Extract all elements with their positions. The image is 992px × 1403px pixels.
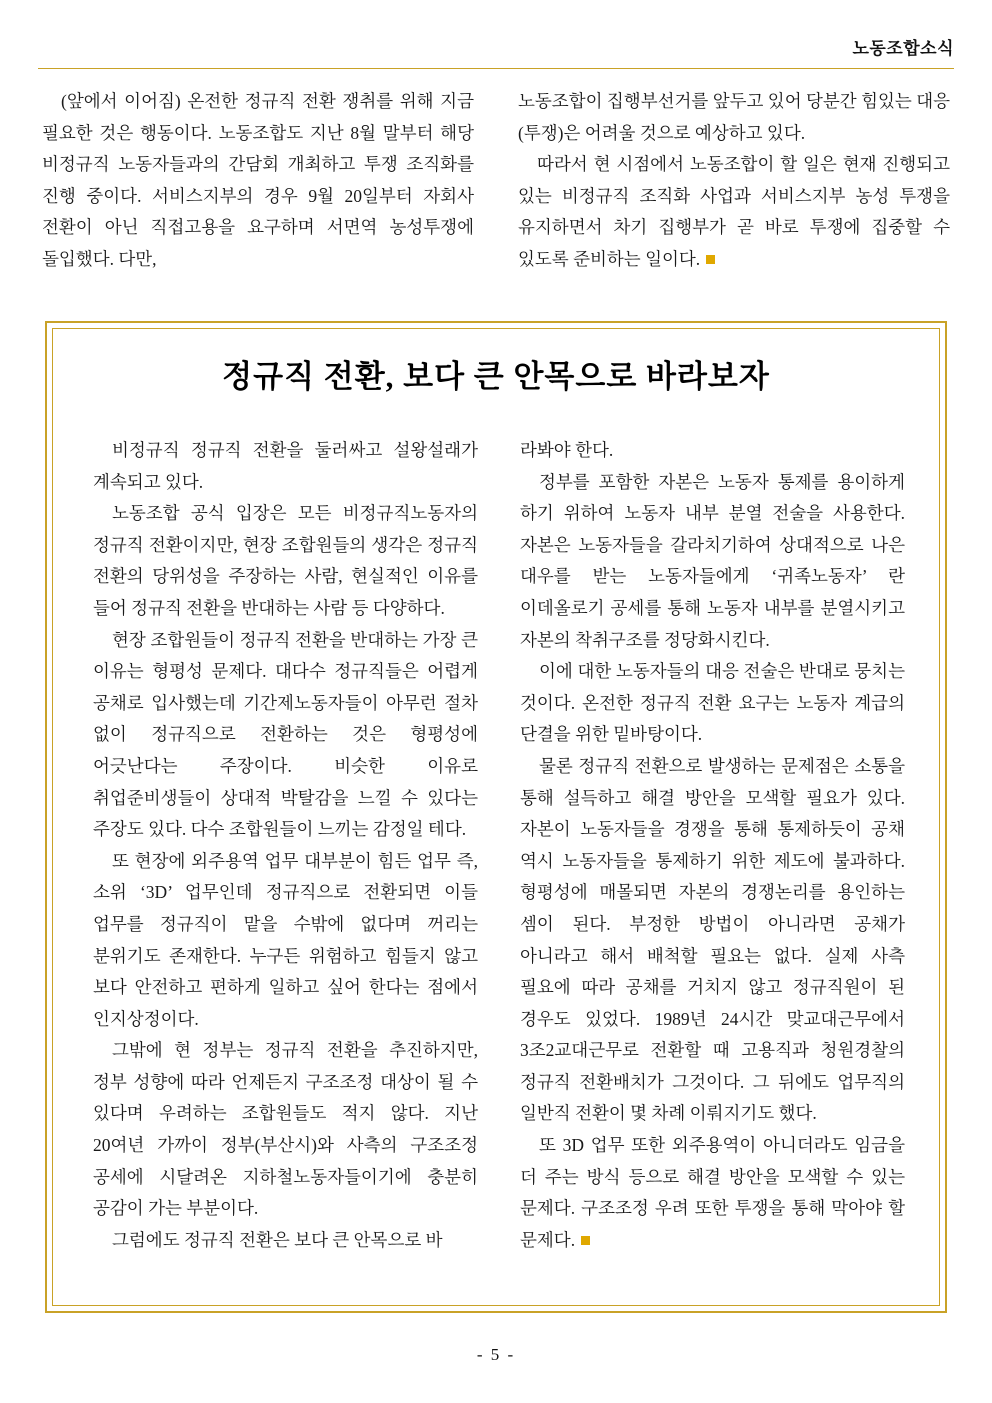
continued-right-column [518, 86, 950, 275]
paragraph: (앞에서 이어짐) 온전한 정규직 전환 쟁취를 위해 지금 필요한 것은 행동이다. 노동조합도 지난 8월 말부터 해당 비정규직 노동자들과의 간담회 개최하고 투쟁 조직화를 진행 중이다. 서비스지부의 경우 9월 20일부터 자회사 전환이 아닌 직접고용을 요구하며 서면역 농성투쟁에 돌입했다. 다만, [42, 91, 474, 269]
end-of-article-mark [581, 1236, 590, 1245]
paragraph: 라봐야 한다. [520, 440, 614, 460]
feature-left-column [93, 435, 478, 1256]
end-of-article-mark [706, 255, 715, 264]
feature-right-column [520, 435, 905, 1256]
feature-article-title: 정규직 전환, 보다 큰 안목으로 바라보자 [222, 359, 770, 394]
feature-article-columns [93, 435, 905, 1256]
feature-right-text [520, 435, 905, 1256]
feature-left-text [93, 435, 478, 1256]
paragraph-text: 또 3D 업무 또한 외주용역이 아니더라도 임금을 더 주는 방식 등으로 해결 방안을 모색할 수 있는 문제다. 구조조정 우려 또한 투쟁을 통해 막아야 할 문제다. [520, 1135, 905, 1250]
header-divider [38, 68, 954, 69]
paragraph: 현장 조합원들이 정규직 전환을 반대하는 가장 큰 이유는 형평성 문제다. 대다수 정규직들은 어렵게 공채로 입사했는데 기간제노동자들이 아무런 절차 없이 정규직으로 전환하는 것은 형평성에 어긋난다는 주장이다. 비슷한 이유로 취업준비생들이 상대적 박탈감을 느낄 수 있다는 주장도 있다. 다수 조합원들이 느끼는 감정일 테다. [93, 629, 478, 840]
paragraph: 물론 정규직 전환으로 발생하는 문제점은 소통을 통해 설득하고 해결 방안을 모색할 필요가 있다. 자본이 노동자들을 경쟁을 통해 통제하듯이 공채 역시 노동자들을 통제하기 위한 제도에 불과하다. 형평성에 매몰되면 자본의 경쟁논리를 용인하는 셈이 된다. 부정한 방법이 아니라면 공채가 아니라고 해서 배척할 필요는 없다. 실제 사측 필요에 따라 공채를 거치지 않고 정규직원이 된 경우도 있었다. 1989년 24시간 맞교대근무에서 3조2교대근무로 전환할 때 고용직과 청원경찰의 정규직 전환배치가 그것이다. 그 뒤에도 업무직의 일반직 전환이 몇 차례 이뤄지기도 했다. [520, 755, 905, 1124]
paragraph: 노동조합 공식 입장은 모든 비정규직노동자의 정규직 전환이지만, 현장 조합원들의 생각은 정규직 전환의 당위성을 주장하는 사람, 현실적인 이유를 들어 정규직 전환을 반대하는 사람 등 다양하다. [93, 503, 478, 618]
page-footer [0, 1345, 992, 1365]
paragraph: 노동조합이 집행부선거를 앞두고 있어 당분간 힘있는 대응(투쟁)은 어려울 것으로 예상하고 있다. [518, 91, 950, 143]
continued-right-text [518, 86, 950, 275]
paragraph: 또 현장에 외주용역 업무 대부분이 힘든 업무 즉, 소위 ‘3D’ 업무인데 정규직으로 전환되면 이들 업무를 정규직이 맡을 수밖에 없다며 꺼리는 분위기도 존재한다. 누구든 위험하고 힘들지 않고 보다 안전하고 편하게 일하고 싶어 한다는 점에서 인지상정이다. [93, 850, 478, 1029]
paragraph-text: 따라서 현 시점에서 노동조합이 할 일은 현재 진행되고 있는 비정규직 조직화 사업과 서비스지부 농성 투쟁을 유지하면서 차기 집행부가 곧 바로 투쟁에 집중할 수 있도록 준비하는 일이다. [518, 154, 950, 269]
paragraph: 그밖에 현 정부는 정규직 전환을 추진하지만, 정부 성향에 따라 언제든지 구조조정 대상이 될 수 있다며 우려하는 조합원들도 적지 않다. 지난 20여년 가까이 정부(부산시)와 사측의 구조조정 공세에 시달려온 지하철노동자들이기에 충분히 공감이 가는 부분이다. [93, 1040, 478, 1219]
continued-article [42, 86, 950, 275]
continued-left-column [42, 86, 474, 275]
paragraph: 이에 대한 노동자들의 대응 전술은 반대로 뭉치는 것이다. 온전한 정규직 전환 요구는 노동자 계급의 단결을 위한 밑바탕이다. [520, 661, 905, 745]
paragraph [518, 149, 950, 275]
paragraph: 비정규직 정규직 전환을 둘러싸고 설왕설래가 계속되고 있다. [93, 440, 478, 492]
header-title: 노동조합소식 [852, 39, 954, 58]
continued-left-text [42, 86, 474, 275]
page-number: - 5 - [476, 1345, 516, 1364]
paragraph [520, 1130, 905, 1256]
feature-article-box [45, 321, 947, 1313]
paragraph: 그럼에도 정규직 전환은 보다 큰 안목으로 바 [112, 1229, 443, 1250]
page-header [38, 34, 954, 74]
paragraph: 정부를 포함한 자본은 노동자 통제를 용이하게 하기 위하여 노동자 내부 분열 전술을 사용한다. 자본은 노동자들을 갈라치기하여 상대적으로 나은 대우를 받는 노동자들에게 ‘귀족노동자’ 란 이데올로기 공세를 통해 노동자 내부를 분열시키고 자본의 착취구조를 정당화시킨다. [520, 471, 905, 650]
